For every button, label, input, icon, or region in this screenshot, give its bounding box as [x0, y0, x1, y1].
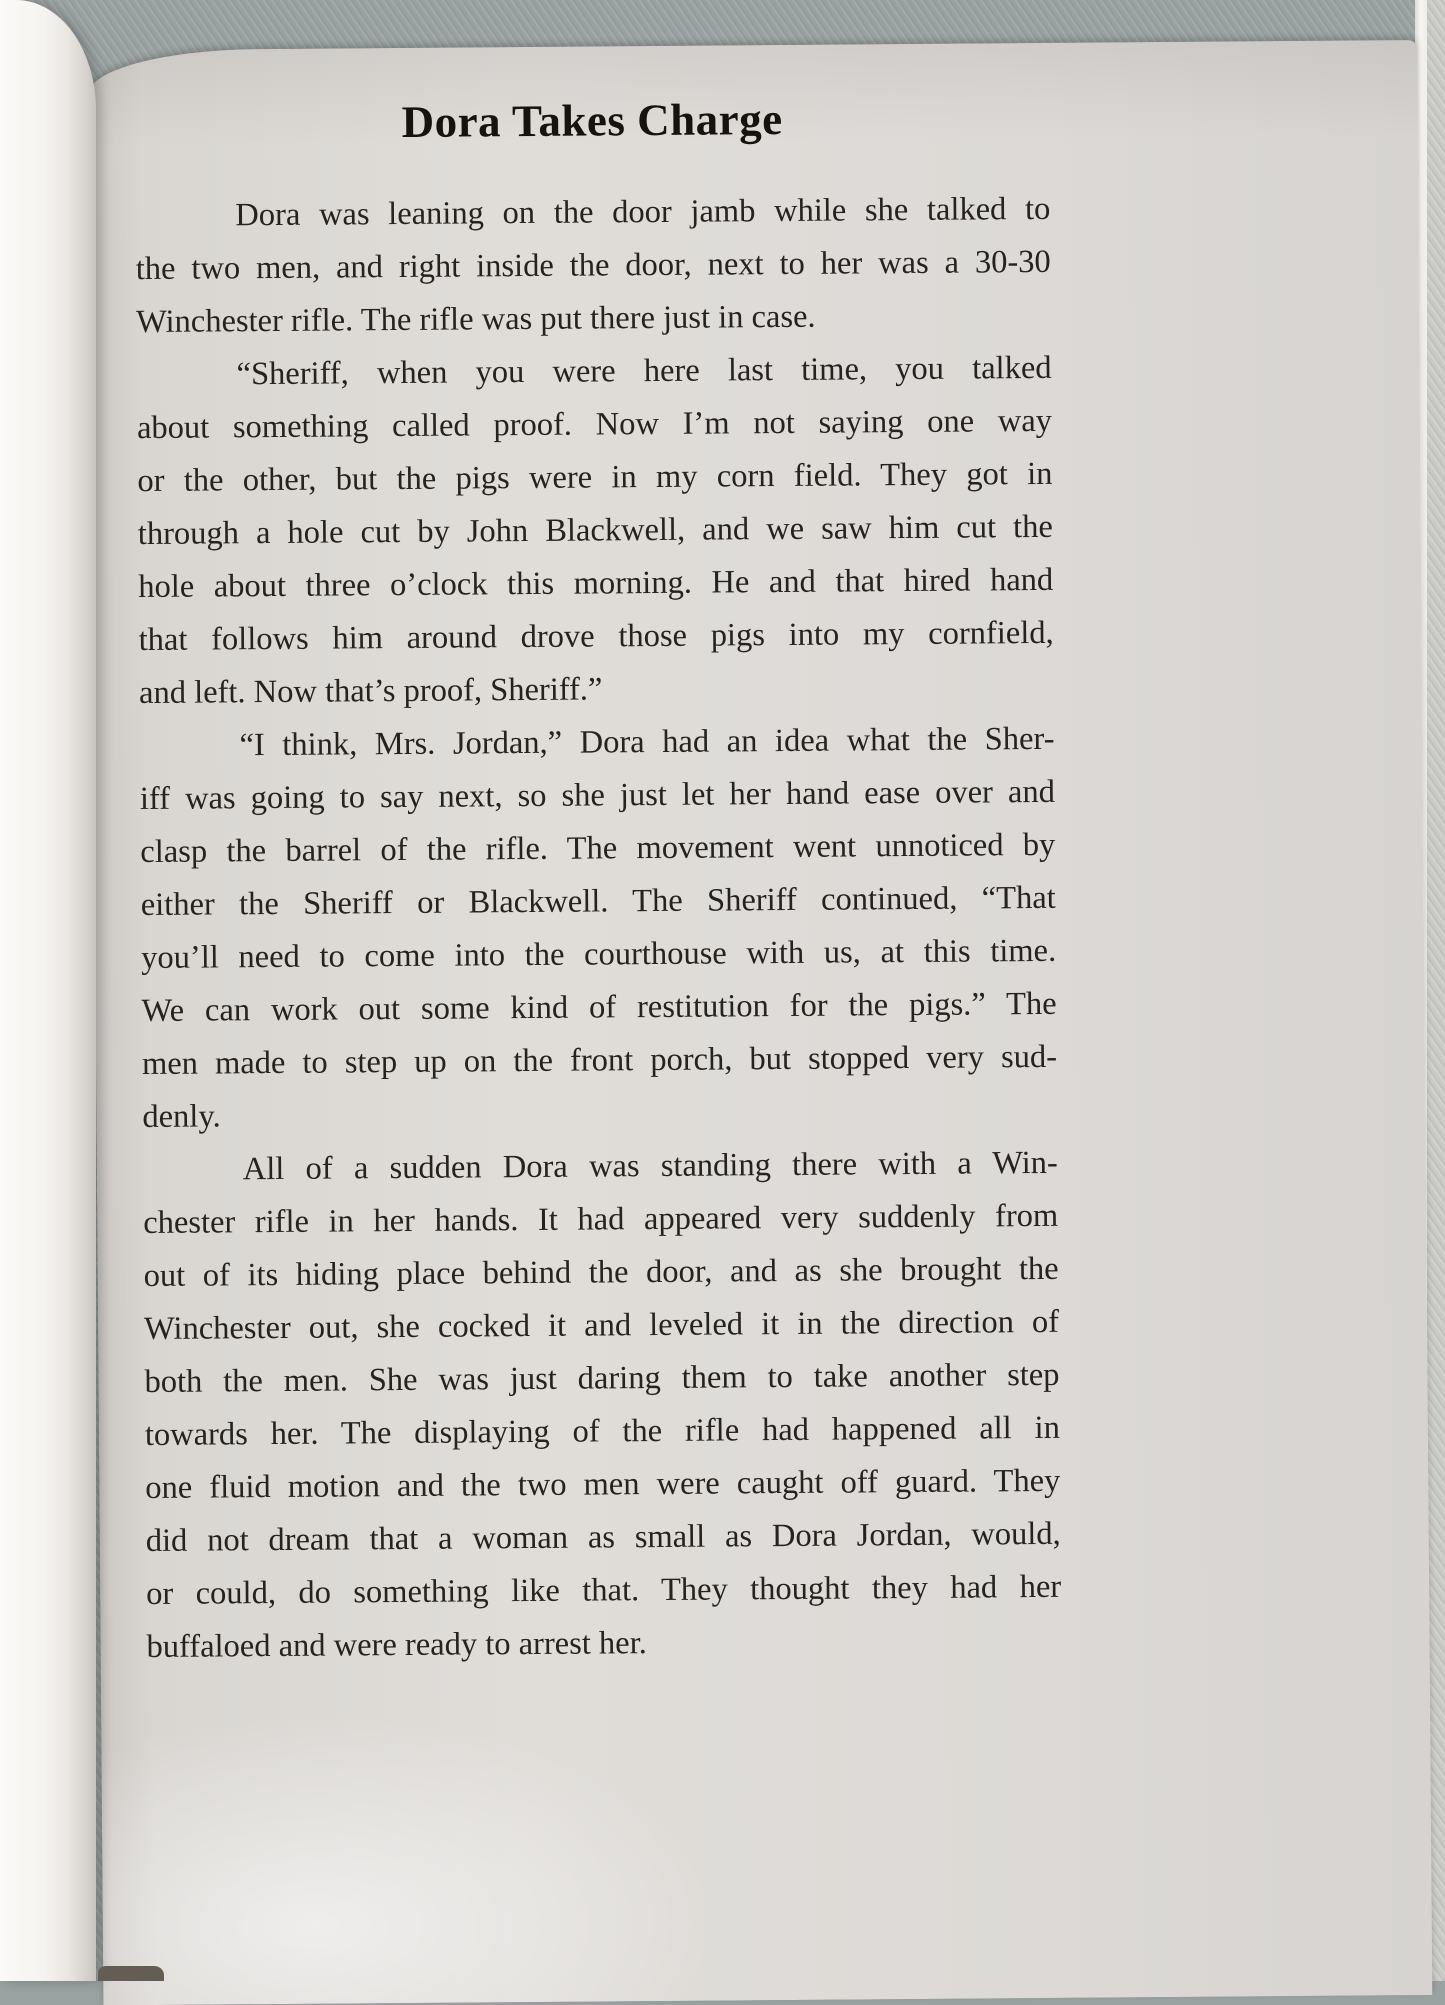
text-line: clasp the barrel of the rifle. The movement went unnoticed by — [140, 826, 1056, 871]
text-line: Winchester rifle. The rifle was put there just in case. — [136, 298, 816, 341]
text-line: All of a sudden Dora was standing there with a Win- — [242, 1144, 1058, 1188]
text-line: Winchester out, she cocked it and leveled it in the direction of — [143, 1303, 1060, 1348]
page-title: Dora Takes Charge — [401, 93, 783, 147]
text-block — [134, 91, 1061, 1674]
text-line: Dora was leaning on the door jamb while she talked to — [235, 190, 1051, 234]
text-line: “I think, Mrs. Jordan,” Dora had an idea what the Sher- — [239, 720, 1055, 764]
paragraph — [143, 1137, 1062, 1674]
text-line: through a hole cut by John Blackwell, and we saw him cut the — [137, 508, 1053, 553]
paragraph — [135, 183, 1051, 349]
text-line: buffaloed and were ready to arrest her. — [146, 1625, 647, 1666]
text-line: did not dream that a woman as small as Dora Jordan, would, — [145, 1515, 1061, 1560]
text-line: towards her. The displaying of the rifle had happened all in — [144, 1409, 1061, 1454]
text-line: denly. — [142, 1098, 221, 1136]
text-line: both the men. She was just daring them to take another step — [144, 1356, 1060, 1401]
text-line: you’ll need to come into the courthouse with us, at this time. — [141, 932, 1057, 977]
text-line: We can work out some kind of restitution for the pigs.” The — [141, 985, 1057, 1030]
book-page — [88, 40, 1432, 2005]
text-line: hole about three o’clock this morning. He and that hired hand — [138, 561, 1054, 606]
text-line: that follows him around drove those pigs into my cornfield, — [138, 614, 1054, 659]
text-line: men made to step up on the front porch, but stopped very sud- — [141, 1038, 1058, 1083]
text-line: or the other, but the pigs were in my corn field. They got in — [137, 455, 1053, 500]
paragraph — [139, 713, 1057, 1144]
text-line: either the Sheriff or Blackwell. The Sheriff continued, “That — [140, 879, 1056, 924]
text-line: the two men, and right inside the door, next to her was a 30-30 — [135, 243, 1051, 288]
text-line: one fluid motion and the two men were caught off guard. They — [145, 1462, 1061, 1507]
page-left-edge — [0, 0, 96, 1981]
text-line: chester rifle in her hands. It had appeared very suddenly from — [143, 1197, 1059, 1242]
text-line: and left. Now that’s proof, Sheriff.” — [138, 671, 603, 712]
text-line: iff was going to say next, so she just let her hand ease over and — [139, 773, 1056, 818]
text-line: or could, do something like that. They thought they had her — [146, 1568, 1062, 1613]
table-corner — [98, 1966, 164, 1981]
paragraph — [136, 342, 1054, 720]
text-line: about something called proof. Now I’m not saying one way — [136, 402, 1053, 447]
text-line: out of its hiding place behind the door, and as she brought the — [143, 1250, 1059, 1295]
text-line: “Sheriff, when you were here last time, you talked — [236, 349, 1052, 393]
